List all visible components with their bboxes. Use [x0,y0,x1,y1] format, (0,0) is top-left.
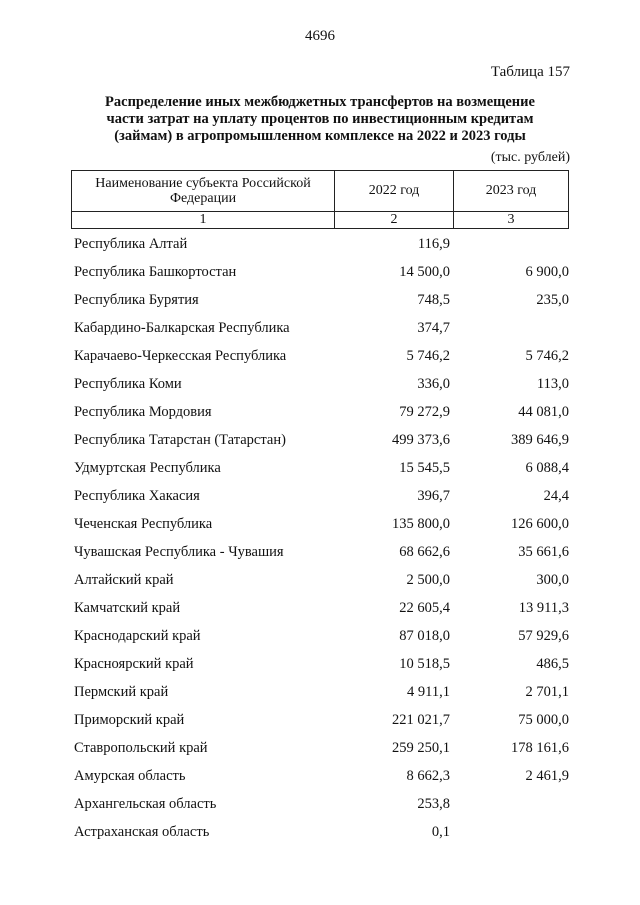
header-name-line: Федерации [169,191,237,206]
region-name: Астраханская область [74,824,210,840]
table-row [0,486,640,514]
table-row [0,626,640,654]
value-2022: 259 250,1 [392,740,450,756]
value-2022: 336,0 [417,376,450,392]
value-2022: 8 662,3 [406,768,450,784]
region-name: Кабардино-Балкарская Республика [74,320,290,336]
value-2023: 178 161,6 [511,740,569,756]
table-row [0,822,640,850]
region-name: Республика Башкортостан [74,264,237,280]
value-2022: 116,9 [417,236,450,252]
region-name: Камчатский край [74,600,181,616]
value-2023: 5 746,2 [525,348,569,364]
units-label: (тыс. рублей) [490,150,570,165]
region-name: Амурская область [74,768,186,784]
value-2023: 486,5 [536,656,569,672]
page-number: 4696 [305,28,335,44]
value-2023: 44 081,0 [518,404,569,420]
value-2022: 87 018,0 [399,628,450,644]
title-line: Распределение иных межбюджетных трансфертов на возмещение [105,94,535,110]
region-name: Чеченская Республика [74,516,213,532]
value-2023: 75 000,0 [518,712,569,728]
value-2022: 221 021,7 [392,712,450,728]
value-2022: 14 500,0 [399,264,450,280]
value-2023: 389 646,9 [511,432,569,448]
table-row [0,346,640,374]
table-row [0,374,640,402]
region-name: Краснодарский край [74,628,201,644]
table-row [0,682,640,710]
value-2022: 374,7 [417,320,450,336]
table-row [0,514,640,542]
value-2023: 300,0 [536,572,569,588]
table-row [0,458,640,486]
region-name: Республика Мордовия [74,404,212,420]
value-2022: 5 746,2 [406,348,450,364]
table-row [0,402,640,430]
column-number: 3 [454,212,569,229]
region-name: Чувашская Республика - Чувашия [74,544,284,560]
region-name: Республика Алтай [74,236,188,252]
table-row [0,598,640,626]
table-row [0,542,640,570]
header-region-name [72,171,335,212]
column-number: 1 [72,212,335,229]
header-year-2023: 2023 год [454,171,569,212]
value-2022: 68 662,6 [399,544,450,560]
region-name: Удмуртская Республика [74,460,221,476]
title-line: (займам) в агропромышленном комплексе на 2022 и 2023 годы [114,128,526,144]
value-2023: 113,0 [536,376,569,392]
value-2023: 24,4 [543,488,569,504]
table-row [0,234,640,262]
region-name: Красноярский край [74,656,194,672]
header-name-line: Наименование субъекта Российской [95,176,311,191]
region-name: Ставропольский край [74,740,208,756]
table-title [70,94,570,145]
table-header [71,170,569,229]
value-2023: 57 929,6 [518,628,569,644]
value-2023: 35 661,6 [518,544,569,560]
value-2022: 135 800,0 [392,516,450,532]
region-name: Пермский край [74,684,169,700]
value-2023: 13 911,3 [518,600,569,616]
region-name: Карачаево-Черкесская Республика [74,348,287,364]
region-name: Приморский край [74,712,185,728]
value-2023: 6 088,4 [525,460,569,476]
value-2022: 10 518,5 [399,656,450,672]
region-name: Республика Хакасия [74,488,200,504]
value-2022: 15 545,5 [399,460,450,476]
table-body [0,234,640,850]
value-2022: 748,5 [417,292,450,308]
table-row [0,654,640,682]
value-2023: 2 701,1 [525,684,569,700]
value-2022: 0,1 [431,824,450,840]
value-2022: 253,8 [417,796,450,812]
table-row [0,766,640,794]
region-name: Республика Коми [74,376,182,392]
value-2022: 396,7 [417,488,450,504]
value-2023: 6 900,0 [525,264,569,280]
value-2022: 22 605,4 [399,600,450,616]
table-row [0,794,640,822]
value-2023: 2 461,9 [525,768,569,784]
region-name: Архангельская область [74,796,217,812]
table-row [0,738,640,766]
value-2022: 499 373,6 [392,432,450,448]
value-2022: 79 272,9 [399,404,450,420]
region-name: Республика Татарстан (Татарстан) [74,432,286,448]
table-row [0,262,640,290]
table-row [0,290,640,318]
title-line: части затрат на уплату процентов по инвестиционным кредитам [106,111,534,127]
table-row [0,570,640,598]
region-name: Алтайский край [74,572,174,588]
header-year-2022: 2022 год [335,171,454,212]
value-2022: 2 500,0 [406,572,450,588]
column-number: 2 [335,212,454,229]
table-row [0,318,640,346]
value-2022: 4 911,1 [407,684,450,700]
table-label: Таблица 157 [490,64,570,80]
table-row [0,430,640,458]
value-2023: 126 600,0 [511,516,569,532]
region-name: Республика Бурятия [74,292,199,308]
value-2023: 235,0 [536,292,569,308]
table-row [0,710,640,738]
